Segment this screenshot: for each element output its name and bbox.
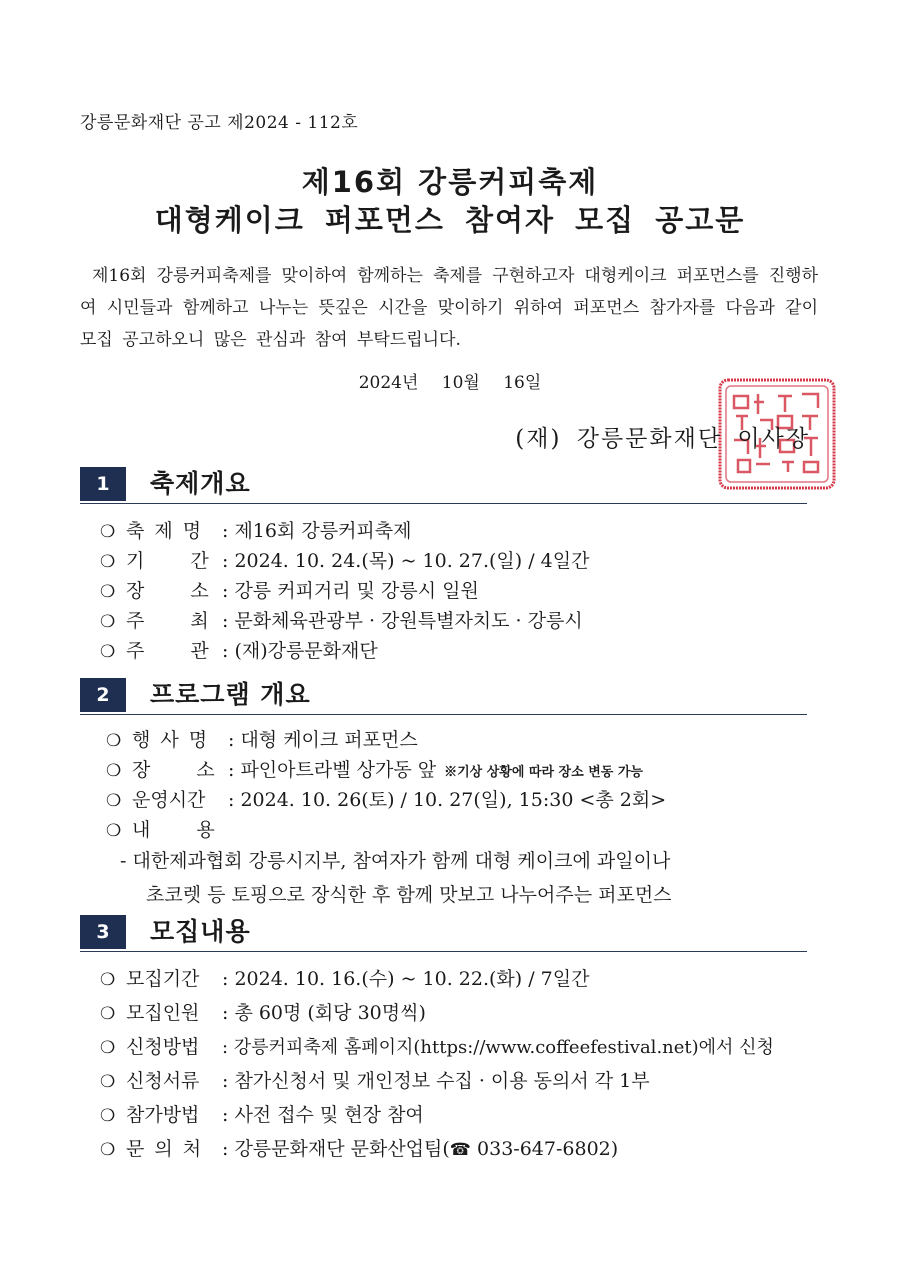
bullet-icon: ❍	[106, 791, 122, 811]
item-label: 문 의 처	[126, 1138, 204, 1160]
bullet-icon: ❍	[100, 582, 116, 602]
list-item	[100, 516, 412, 543]
item-value: : 참가신청서 및 개인정보 수집 · 이용 동의서 각 1부	[222, 1070, 650, 1092]
bullet-icon: ❍	[100, 1140, 116, 1160]
item-label: 신청방법	[126, 1036, 200, 1058]
item-value: : 총 60명 (회당 30명씩)	[222, 1002, 426, 1024]
bullet-icon: ❍	[100, 970, 116, 990]
item-value: : 제16회 강릉커피축제	[222, 520, 412, 542]
item-label: 축 제 명	[126, 520, 204, 542]
item-label: 주 최	[126, 610, 209, 632]
item-value: : 강릉커피축제 홈페이지(https://www.coffeefestival.net)에서 신청	[222, 1037, 774, 1058]
section-number: 2	[80, 678, 126, 712]
item-value: : 강릉문화재단 문화산업팀(	[222, 1138, 450, 1160]
list-item	[106, 725, 418, 752]
section-1-header	[80, 467, 807, 504]
weather-note: ※기상 상황에 따라 장소 변동 가능	[444, 765, 643, 780]
list-item	[100, 1032, 774, 1059]
section-number: 1	[80, 467, 126, 501]
bullet-icon: ❍	[100, 1106, 116, 1126]
item-value: : 사전 접수 및 현장 참여	[222, 1104, 424, 1126]
notice-number: 강릉문화재단 공고 제2024 - 112호	[80, 113, 359, 133]
section-number: 3	[80, 915, 126, 949]
item-value: : 파인아트라벨 상가동 앞	[228, 759, 437, 781]
item-label: 신청서류	[126, 1070, 200, 1092]
item-label: 행 사 명	[132, 729, 210, 751]
bullet-icon: ❍	[100, 522, 116, 542]
title-line-2: 대형케이크 퍼포먼스 참여자 모집 공고문	[154, 203, 746, 237]
item-value: : 대형 케이크 퍼포먼스	[228, 729, 418, 751]
bullet-icon: ❍	[106, 731, 122, 751]
item-label: 주 관	[126, 640, 209, 662]
section-title: 축제개요	[150, 469, 251, 498]
issuer-name: (재) 강릉문화재단 이사장	[515, 426, 810, 452]
list-item	[100, 1134, 618, 1161]
item-value: : 2024. 10. 24.(목) ~ 10. 27.(일) / 4일간	[222, 550, 590, 572]
section-title: 프로그램 개요	[150, 680, 311, 709]
section-3-header	[80, 915, 807, 952]
bullet-icon: ❍	[100, 1004, 116, 1024]
list-item	[100, 1066, 650, 1093]
bullet-icon: ❍	[100, 1072, 116, 1092]
item-label: 모집인원	[126, 1002, 200, 1024]
item-label: 장 소	[126, 580, 209, 602]
content-line-1: - 대한제과협회 강릉시지부, 참여자가 함께 대형 케이크에 과일이나	[120, 850, 671, 872]
item-label: 기 간	[126, 550, 209, 572]
section-2-header	[80, 678, 807, 715]
item-label: 운영시간	[132, 789, 206, 811]
list-item	[100, 606, 583, 633]
intro-paragraph: 제16회 강릉커피축제를 맞이하여 함께하는 축제를 구현하고자 대형케이크 퍼포먼스를 진행하여 시민들과 함께하고 나누는 뜻깊은 시간을 맞이하기 위하여 퍼포먼스 참가자를 다음과 같이 모집 공고하오니 많은 관심과 참여 부탁드립니다.	[80, 266, 818, 350]
list-item	[100, 546, 589, 573]
list-item	[106, 785, 666, 812]
item-value: : 2024. 10. 16.(수) ~ 10. 22.(화) / 7일간	[222, 968, 590, 990]
item-label: 참가방법	[126, 1104, 200, 1126]
bullet-icon: ❍	[100, 552, 116, 572]
list-item	[100, 998, 426, 1025]
notice-date: 2024년 10월 16일	[358, 373, 542, 393]
list-item	[106, 815, 228, 842]
item-value: : (재)강릉문화재단	[222, 640, 378, 662]
item-value: : 2024. 10. 26(토) / 10. 27(일), 15:30 <총 2회>	[228, 789, 667, 811]
bullet-icon: ❍	[100, 642, 116, 662]
item-value: : 강릉 커피거리 및 강릉시 일원	[222, 580, 479, 602]
phone-number: 033-647-6802)	[470, 1138, 619, 1160]
list-item	[100, 964, 589, 991]
title-line-1: 제16회 강릉커피축제	[301, 165, 599, 199]
bullet-icon: ❍	[106, 761, 122, 781]
list-item	[100, 576, 479, 603]
bullet-icon: ❍	[106, 821, 122, 841]
list-item	[100, 1100, 424, 1127]
item-label: 모집기간	[126, 968, 200, 990]
bullet-icon: ❍	[100, 1038, 116, 1058]
item-label: 장 소	[132, 759, 215, 781]
list-item	[106, 755, 643, 782]
phone-icon: ☎	[449, 1140, 471, 1160]
item-label: 내 용	[132, 819, 215, 841]
bullet-icon: ❍	[100, 612, 116, 632]
content-line-2: 초코렛 등 토핑으로 장식한 후 함께 맛보고 나누어주는 퍼포먼스	[146, 884, 672, 906]
list-item	[100, 636, 378, 663]
item-value: : 문화체육관광부 · 강원특별자치도 · 강릉시	[222, 610, 583, 632]
section-title: 모집내용	[150, 917, 251, 946]
